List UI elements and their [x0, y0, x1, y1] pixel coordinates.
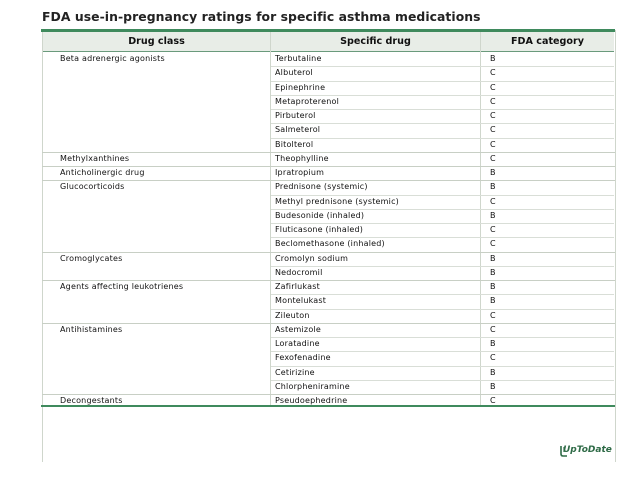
row-divider — [271, 366, 614, 367]
fda-category-cell: B — [490, 211, 496, 220]
specific-drug-cell: Ipratropium — [275, 168, 325, 177]
fda-category-cell: C — [490, 68, 496, 77]
row-divider — [271, 138, 614, 139]
header-drug-class: Drug class — [43, 32, 270, 52]
uptodate-logo-text: UpToDate — [563, 445, 612, 455]
row-divider — [271, 109, 614, 110]
fda-category-cell: B — [490, 382, 496, 391]
row-divider — [271, 123, 614, 124]
fda-category-cell: B — [490, 182, 496, 191]
specific-drug-cell: Theophylline — [275, 154, 329, 163]
specific-drug-cell: Fexofenadine — [275, 353, 331, 362]
specific-drug-cell: Chlorpheniramine — [275, 382, 350, 391]
row-divider — [271, 309, 614, 310]
fda-category-cell: B — [490, 296, 496, 305]
fda-category-cell: B — [490, 339, 496, 348]
specific-drug-cell: Nedocromil — [275, 268, 323, 277]
specific-drug-cell: Zileuton — [275, 311, 310, 320]
specific-drug-cell: Epinephrine — [275, 83, 326, 92]
fda-category-cell: C — [490, 154, 496, 163]
specific-drug-cell: Bitolterol — [275, 140, 314, 149]
fda-category-cell: C — [490, 396, 496, 405]
drug-class-cell: Glucocorticoids — [60, 182, 125, 191]
row-divider — [271, 66, 614, 67]
specific-drug-cell: Cromolyn sodium — [275, 254, 349, 263]
fda-category-cell: B — [490, 168, 496, 177]
fda-category-cell: C — [490, 311, 496, 320]
drug-class-cell: Beta adrenergic agonists — [60, 54, 165, 63]
specific-drug-cell: Cetirizine — [275, 368, 315, 377]
fda-category-cell: B — [490, 254, 496, 263]
drug-class-cell: Cromoglycates — [60, 254, 123, 263]
drug-class-cell: Agents affecting leukotrienes — [60, 282, 184, 291]
drug-class-cell: Antihistamines — [60, 325, 123, 334]
fda-category-cell: C — [490, 225, 496, 234]
specific-drug-cell: Fluticasone (inhaled) — [275, 225, 364, 234]
specific-drug-cell: Pirbuterol — [275, 111, 316, 120]
table-bottom-rule — [41, 405, 615, 407]
table-title: FDA use-in-pregnancy ratings for specific asthma medications — [42, 9, 481, 24]
fda-category-cell: B — [490, 268, 496, 277]
specific-drug-cell: Terbutaline — [275, 54, 322, 63]
specific-drug-cell: Astemizole — [275, 325, 321, 334]
specific-drug-cell: Salmeterol — [275, 125, 321, 134]
fda-category-cell: C — [490, 239, 496, 248]
fda-category-cell: C — [490, 325, 496, 334]
fda-category-cell: B — [490, 368, 496, 377]
fda-category-cell: C — [490, 97, 496, 106]
specific-drug-cell: Metaproterenol — [275, 97, 340, 106]
drug-class-cell: Decongestants — [60, 396, 123, 405]
specific-drug-cell: Beclomethasone (inhaled) — [275, 239, 385, 248]
specific-drug-cell: Albuterol — [275, 68, 313, 77]
fda-category-cell: B — [490, 282, 496, 291]
header-fda-category: FDA category — [481, 32, 614, 52]
drug-class-cell: Methylxanthines — [60, 154, 130, 163]
specific-drug-cell: Montelukast — [275, 296, 327, 305]
fda-category-cell: C — [490, 111, 496, 120]
row-divider — [271, 337, 614, 338]
specific-drug-cell: Zafirlukast — [275, 282, 320, 291]
column-divider — [480, 32, 481, 406]
specific-drug-cell: Pseudoephedrine — [275, 396, 348, 405]
specific-drug-cell: Methyl prednisone (systemic) — [275, 197, 399, 206]
fda-category-cell: C — [490, 125, 496, 134]
drug-class-cell: Anticholinergic drug — [60, 168, 145, 177]
fda-category-cell: C — [490, 140, 496, 149]
fda-category-cell: B — [490, 54, 496, 63]
fda-category-cell: C — [490, 83, 496, 92]
fda-category-cell: C — [490, 197, 496, 206]
column-divider — [270, 32, 271, 406]
specific-drug-cell: Budesonide (inhaled) — [275, 211, 365, 220]
group-separator — [42, 323, 615, 324]
fda-category-cell: C — [490, 353, 496, 362]
specific-drug-cell: Loratadine — [275, 339, 320, 348]
header-specific-drug: Specific drug — [271, 32, 480, 52]
specific-drug-cell: Prednisone (systemic) — [275, 182, 368, 191]
